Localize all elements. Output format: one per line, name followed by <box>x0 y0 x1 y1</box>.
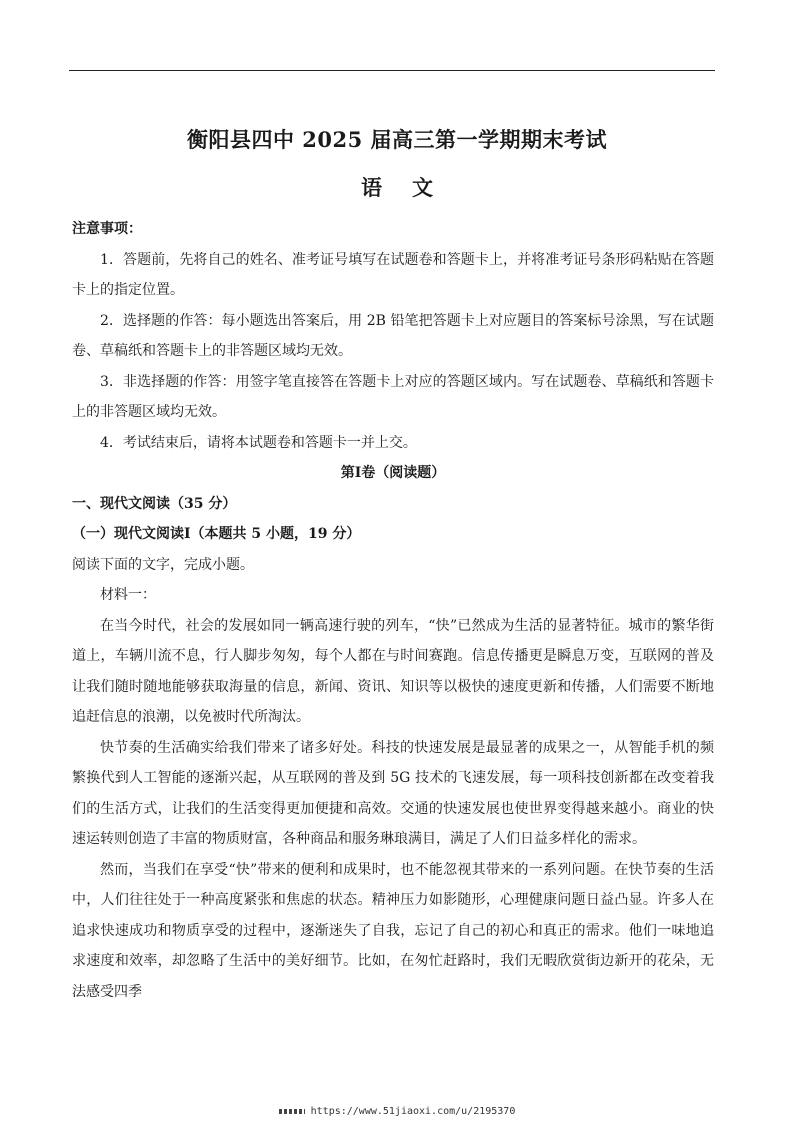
material-label: 材料一： <box>100 587 156 603</box>
document-body <box>72 214 714 1007</box>
watermark-icon <box>279 1109 305 1114</box>
subject-title: 语文 <box>361 175 463 200</box>
passage-paragraph: 快节奏的生活确实给我们带来了诸多好处。科技的快速发展是最显著的成果之一，从智能手机的频繁换代到人工智能的逐渐兴起，从互联网的普及到 5G 技术的飞速发展，每一项科技创新都在改变着我们的生活方式，让我们的生活变得更加便捷和高效。交通的快速发展也使世界变得越来越小。商业的快速运转则创造了丰富的物质财富，各种商品和服务琳琅满目，满足了人们日益多样化的需求。 <box>72 739 714 847</box>
footer <box>0 1106 794 1117</box>
notice-heading: 注意事项： <box>72 221 142 237</box>
notice-item: 2．选择题的作答：每小题选出答案后，用 2B 铅笔把答题卡上对应题目的答案标号涂黑，写在试题卷、草稿纸和答题卡上的非答题区域均无效。 <box>72 312 714 359</box>
passage-paragraph: 然而，当我们在享受“快”带来的便利和成果时，也不能忽视其带来的一系列问题。在快节奏的生活中，人们往往处于一种高度紧张和焦虑的状态。精神压力如影随形，心理健康问题日益凸显。许多人在追求快速成功和物质享受的过程中，逐渐迷失了自我，忘记了自己的初心和真正的需求。他们一味地追求速度和效率，却忽略了生活中的美好细节。比如，在匆忙赶路时，我们无暇欣赏街边新开的花朵，无法感受四季 <box>72 861 714 1000</box>
instruction-text: 阅读下面的文字，完成小题。 <box>72 556 254 573</box>
volume-title: 第Ⅰ卷（阅读题） <box>340 465 446 481</box>
exam-title: 衡阳县四中 2025 届高三第一学期期末考试 <box>186 127 608 152</box>
notice-item: 3．非选择题的作答：用签字笔直接答在答题卡上对应的答题区域内。写在试题卷、草稿纸和答题卡上的非答题区域均无效。 <box>72 373 714 420</box>
header-rule <box>69 70 715 71</box>
notice-item: 1．答题前，先将自己的姓名、准考证号填写在试题卷和答题卡上，并将准考证号条形码粘贴在答题卡上的指定位置。 <box>72 251 714 298</box>
passage-paragraph: 在当今时代，社会的发展如同一辆高速行驶的列车，“快”已然成为生活的显著特征。城市的繁华街道上，车辆川流不息，行人脚步匆匆，每个人都在与时间赛跑。信息传播更是瞬息万变，互联网的普及让我们随时随地能够获取海量的信息，新闻、资讯、知识等以极快的速度更新和传播，人们需要不断地追赶信息的浪潮，以免被时代所淘汰。 <box>72 617 714 725</box>
section-title: 一、现代文阅读（35 分） <box>72 495 237 512</box>
footer-url[interactable]: https://www.51jiaoxi.com/u/2195370 <box>310 1106 516 1117</box>
subsection-title: （一）现代文阅读Ⅰ（本题共 5 小题，19 分） <box>72 526 361 542</box>
notice-item: 4．考试结束后，请将本试题卷和答题卡一并上交。 <box>100 434 417 451</box>
